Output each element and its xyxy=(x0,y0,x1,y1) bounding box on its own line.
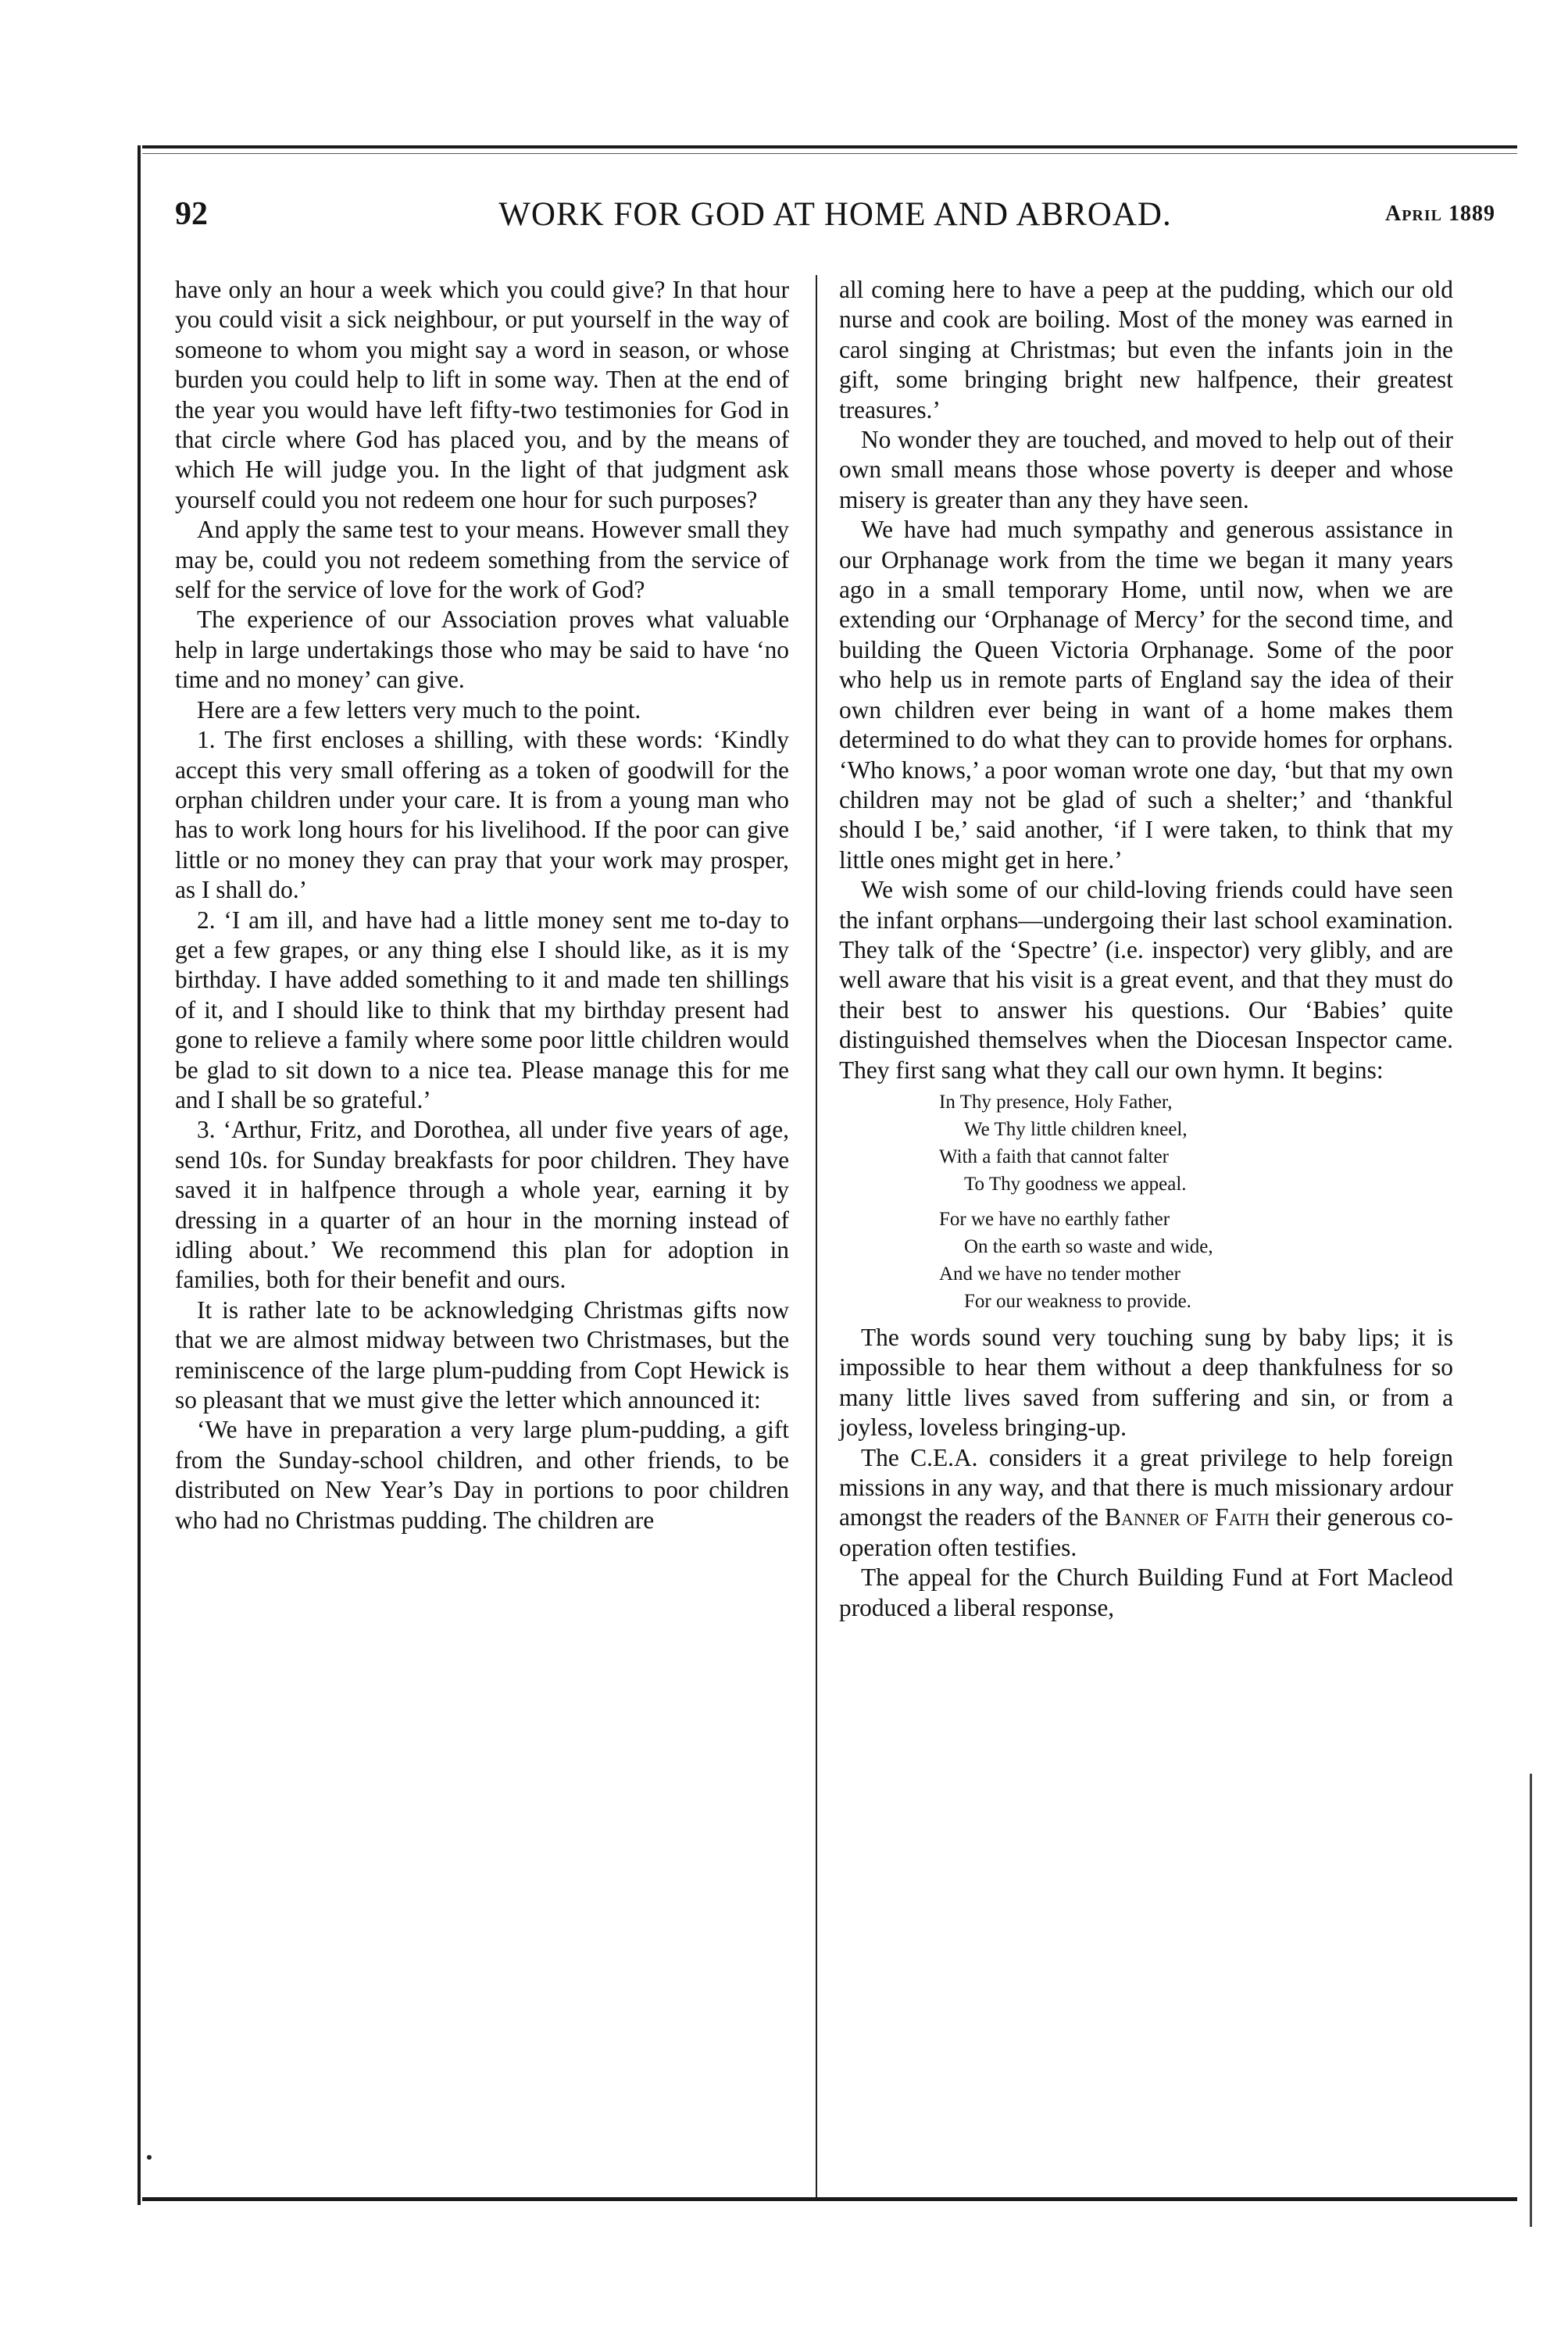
left-border-rule xyxy=(138,145,141,2205)
hymn-line: And we have no tender mother xyxy=(939,1263,1180,1285)
top-border-rule xyxy=(142,145,1517,148)
paragraph xyxy=(839,1443,1453,1564)
letter-2: 2. ‘I am ill, and have had a little money sent me to-day to get a few grapes, or any thing else I should like, as it is my birthday. I have added something to it and made ten shillings of it, and I should like to think that my birthday present had gone to relieve a family where some poor little children would be glad to sit down to a nice tea. Please manage this for me and I shall be so grateful.’ xyxy=(175,906,789,1113)
column-divider xyxy=(816,275,817,2197)
paragraph-text: their generous co-operation often testifies. xyxy=(839,1503,1453,1561)
paragraph: The words sound very touching sung by baby lips; it is impossible to hear them without a deep thankfulness for so many little lives saved from suffering and sin, or from a joyless, loveless bringing-up. xyxy=(839,1323,1453,1442)
left-column xyxy=(175,275,789,1535)
magazine-title: Banner of Faith xyxy=(1105,1503,1270,1531)
page-header xyxy=(175,195,1495,258)
paragraph: The experience of our Association proves what valuable help in large undertakings those who may be said to have ‘no time and no money’ can give. xyxy=(175,606,789,694)
paragraph: Here are a few letters very much to the point. xyxy=(197,695,641,724)
hymn-line: In Thy presence, Holy Father, xyxy=(939,1091,1173,1113)
hymn-line: To Thy goodness we appeal. xyxy=(964,1173,1187,1195)
paragraph: all coming here to have a peep at the pudding, which our old nurse and cook are boiling. Most of the money was earned in carol singing at Christmas; but even the infants join in the gift, some bringing bright new halfpence, their greatest treasures.’ xyxy=(839,276,1453,423)
paragraph: It is rather late to be acknowledging Christmas gifts now that we are almost midway between two Christmases, but the reminiscence of the large plum-pudding from Copt Hewick is so pleasant that we must give the letter which announced it: xyxy=(175,1296,789,1414)
hymn xyxy=(839,1088,1453,1315)
letter-1: 1. The first encloses a shilling, with these words: ‘Kindly accept this very small offering as a token of goodwill for the orphan children under your care. It is from a young man who has to work long hours for his livelihood. If the poor can give little or no money they can pray that your work may prosper, as I shall do.’ xyxy=(175,726,789,904)
hymn-line: We Thy little children kneel, xyxy=(964,1118,1188,1140)
paragraph: The appeal for the Church Building Fund at Fort Macleod produced a liberal response, xyxy=(839,1564,1453,1621)
paragraph: We wish some of our child-loving friends could have seen the infant orphans—undergoing their last school examination. They talk of the ‘Spectre’ (i.e. inspector) very glibly, and are well aware that his visit is a great event, and that they must do their best to answer his questions. Our ‘Babies’ quite distinguished themselves when the Diocesan Inspector came. They first sang what they call our own hymn. It begins: xyxy=(839,876,1453,1084)
right-border-mark xyxy=(1530,1774,1532,2227)
right-column xyxy=(839,275,1453,1623)
paragraph-text: The C.E.A. considers it a great privilege to help foreign missions in any way, and that there is much missionary ardour amongst the readers of the xyxy=(839,1443,1453,1531)
hymn-stanza-1 xyxy=(839,1088,1453,1198)
hymn-line: For our weakness to provide. xyxy=(964,1290,1191,1312)
margin-dot xyxy=(147,2155,152,2160)
hymn-line: On the earth so waste and wide, xyxy=(964,1235,1213,1257)
hymn-line: For we have no earthly father xyxy=(939,1208,1170,1230)
letter-3: 3. ‘Arthur, Fritz, and Dorothea, all under five years of age, send 10s. for Sunday breakfasts for poor children. They have saved it in halfpence through a whole year, earning it by dressing in a quarter of an hour in the morning instead of idling about.’ We recommend this plan for adoption in families, both for their benefit and ours. xyxy=(175,1116,789,1294)
paragraph: And apply the same test to your means. However small they may be, could you not redeem something from the service of self for the service of love for the work of God? xyxy=(175,516,789,604)
paragraph: No wonder they are touched, and moved to help out of their own small means those whose poverty is deeper and whose misery is greater than any they have seen. xyxy=(839,426,1453,513)
issue-date: April 1889 xyxy=(1384,202,1495,226)
hymn-line: With a faith that cannot falter xyxy=(939,1145,1170,1167)
paragraph: We have had much sympathy and generous assistance in our Orphanage work from the time we began it many years ago in a small temporary Home, until now, when we are extending our ‘Orphanage of Mercy’ for the second time, and building the Queen Victoria Orphanage. Some of the poor who help us in remote parts of England say the idea of their own children ever being in want of a home makes them determined to do what they can to provide homes for orphans. ‘Who knows,’ a poor woman wrote one day, ‘but that my own children may not be glad of such a shelter;’ and ‘thankful should I be,’ said another, ‘if I were taken, to think that my little ones might get in here.’ xyxy=(839,516,1453,874)
hymn-stanza-2 xyxy=(839,1206,1453,1315)
pudding-letter: ‘We have in preparation a very large plum-pudding, a gift from the Sunday-school children, and other friends, to be distributed on New Year’s Day in portions to poor children who had no Christmas pudding. The children are xyxy=(175,1416,789,1534)
running-title: WORK FOR GOD AT HOME AND ABROAD. xyxy=(498,196,1172,233)
page-number: 92 xyxy=(175,196,208,232)
paragraph: have only an hour a week which you could give? In that hour you could visit a sick neighbour, or put yourself in the way of someone to whom you might say a word in season, or whose burden you could help to lift in some way. Then at the end of the year you would have left fifty-two testimonies for God in that circle where God has placed you, and by the means of which He will judge you. In the light of that judgment ask yourself could you not redeem one hour for such purposes? xyxy=(175,276,789,513)
top-border-hairline xyxy=(142,153,1517,154)
bottom-border-rule xyxy=(142,2197,1517,2201)
